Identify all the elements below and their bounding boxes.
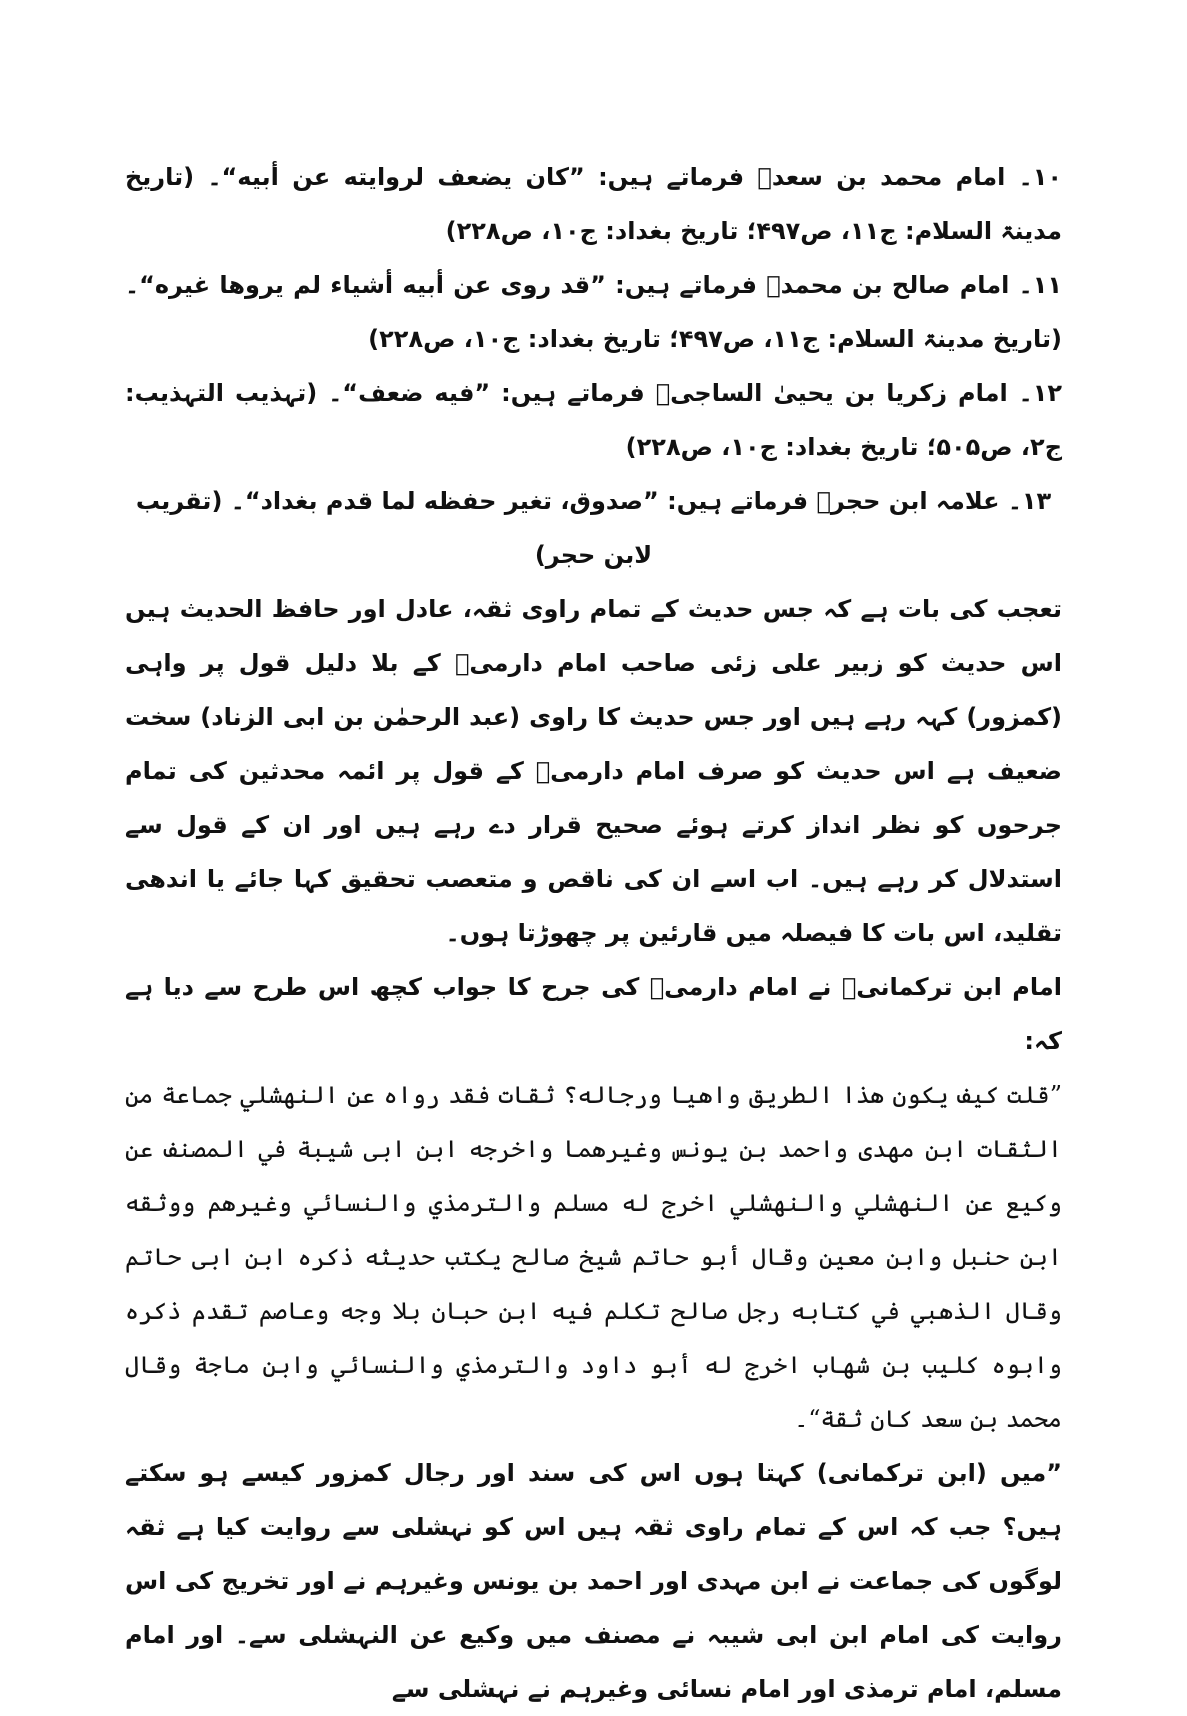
paragraph-commentary: تعجب کی بات ہے کہ جس حدیث کے تمام راوی ثقہ، عادل اور حافظ الحدیث ہیں اس حدیث کو زبیر علی زئی صاحب امام دارمیؒ کے بلا دلیل قول پر واہی (کمزور) کہہ رہے ہیں اور جس حدیث کا راوی (عبد الرحمٰن بن ابی الزناد) سخت ضعیف ہے اس حدیث کو صرف امام دارمیؒ کے قول پر ائمہ محدثین کی تمام جرحوں کو نظر انداز کرتے ہوئے صحیح قرار دے رہے ہیں اور ان کے قول سے استدلال کر رہے ہیں۔ اب اسے ان کی ناقص و متعصب تحقیق کہا جائے یا اندھی تقلید، اس بات کا فیصلہ میں قارئین پر چھوڑتا ہوں۔: [125, 595, 1062, 947]
paragraph-ibn-saad: ۱۰۔ امام محمد بن سعدؒ فرماتے ہیں: ”كان يضعف لروايته عن أبيه“۔ (تاریخ مدینۃ السلام: ج۱۱، ص۴۹۷؛ تاریخ بغداد: ج۱۰، ص۲۲۸): [125, 163, 1062, 245]
paragraph-ibn-turkmani-intro: امام ابن ترکمانیؒ نے امام دارمیؒ کی جرح کا جواب کچھ اس طرح سے دیا ہے کہ:: [125, 973, 1062, 1055]
paragraph-arabic-quote: ”قلت كيف يكون هذا الطريق واهيا ورجاله؟ ثقات فقد رواه عن النهشلي جماعة من الثقات ابن مهدى واحمد بن يونس وغيرهما واخرجه ابن ابى شيبة في المصنف عن وكيع عن النهشلي والنهشلي اخرج له مسلم والترمذي والنسائي وغيرهم ووثقه ابن حنبل وابن معين وقال أبو حاتم شيخ صالح يكتب حديثه ذكره ابن ابى حاتم وقال الذهبي في كتابه رجل صالح تكلم فيه ابن حبان بلا وجه وعاصم تقدم ذكره وابوه كليب بن شهاب اخرج له أبو داود والترمذي والنسائي وابن ماجة وقال محمد بن سعد كان ثقة“۔: [125, 1081, 1062, 1433]
paragraph-urdu-translation: ”میں (ابن ترکمانی) کہتا ہوں اس کی سند اور رجال کمزور کیسے ہو سکتے ہیں؟ جب کہ اس کے تمام راوی ثقہ ہیں اس کو نہشلی سے روایت کیا ہے ثقہ لوگوں کی جماعت نے ابن مہدی اور احمد بن یونس وغیرہم نے اور تخریج کی اس روایت کی امام ابن ابی شیبہ نے مصنف میں وکیع عن النہشلی سے۔ اور امام مسلم، امام ترمذی اور امام نسائی وغیرہم نے نہشلی سے: [125, 1459, 1062, 1703]
paragraph-ibn-hajar: ۱۳۔ علامہ ابن حجرؒ فرماتے ہیں: ”صدوق، تغير حفظه لما قدم بغداد“۔ (تقریب لابن حجر): [135, 487, 1052, 569]
paragraph-zakariya-saji: ۱۲۔ امام زکریا بن یحییٰ الساجیؒ فرماتے ہیں: ”فيه ضعف“۔ (تہذیب التہذیب: ج۲، ص۵۰۵؛ تاریخ بغداد: ج۱۰، ص۲۲۸): [125, 379, 1062, 461]
paragraph-salih-bin-muhammad: ۱۱۔ امام صالح بن محمدؒ فرماتے ہیں: ”قد روى عن أبيه أشياء لم يروها غيره“۔ (تاریخ مدینۃ السلام: ج۱۱، ص۴۹۷؛ تاریخ بغداد: ج۱۰، ص۲۲۸): [125, 271, 1062, 353]
